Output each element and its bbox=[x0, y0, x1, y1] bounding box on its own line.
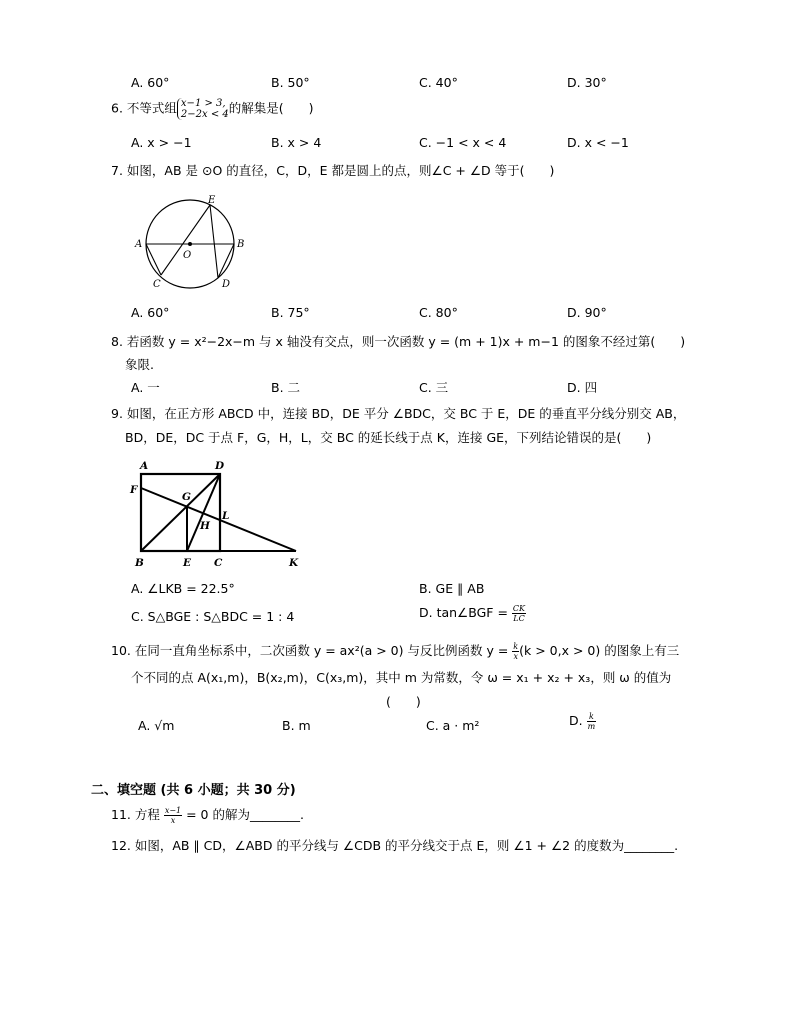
q7-option-b: B. 75° bbox=[271, 305, 310, 320]
q11-denominator: x bbox=[170, 816, 176, 825]
q10-d-denominator: m bbox=[587, 722, 596, 731]
q10-stem-line3: ( ) bbox=[386, 694, 421, 709]
q10-line1-post: (k > 0,x > 0) 的图象上有三 bbox=[519, 643, 680, 658]
q11-stem bbox=[111, 805, 304, 825]
q9-label-h: H bbox=[200, 520, 210, 532]
q6-system bbox=[177, 98, 229, 120]
q9-option-d-fraction bbox=[512, 604, 526, 623]
q10-line1-pre: 10. 在同一直角坐标系中，二次函数 y = ax²(a > 0) 与反比例函数 y = bbox=[111, 643, 513, 658]
q5-option-a: A. 60° bbox=[131, 75, 170, 90]
q10-option-a: A. √m bbox=[138, 718, 175, 733]
q11-fraction bbox=[164, 806, 182, 825]
q6-option-c: C. −1 < x < 4 bbox=[419, 135, 507, 150]
q10-d-numerator: k bbox=[587, 712, 597, 722]
q5-option-d: D. 30° bbox=[567, 75, 607, 90]
q9-label-b: B bbox=[135, 557, 144, 569]
q7-label-c: C bbox=[153, 279, 161, 290]
q11-pre: 11. 方程 bbox=[111, 807, 164, 822]
q9-option-c: C. S△BGE : S△BDC = 1 : 4 bbox=[131, 609, 295, 624]
q9-fraction-denominator: LC bbox=[513, 614, 525, 623]
q10-fraction-denominator: x bbox=[513, 652, 518, 661]
q9-option-d bbox=[419, 604, 526, 623]
q10-option-d-text: D. bbox=[569, 713, 587, 728]
q8-stem-line1: 8. 若函数 y = x²−2x−m 与 x 轴没有交点，则一次函数 y = (m + 1)x + m−1 的图象不经过第( ) bbox=[111, 334, 686, 349]
q9-label-e: E bbox=[183, 557, 192, 569]
q7-circle-figure bbox=[130, 190, 255, 295]
q8-stem-line2: 象限. bbox=[125, 357, 154, 372]
section-title: 二、填空题 (共 6 小题；共 30 分) bbox=[91, 783, 296, 798]
q7-label-o: O bbox=[183, 250, 192, 261]
q7-label-d: D bbox=[222, 279, 231, 290]
q7-label-b: B bbox=[237, 239, 245, 250]
q6-stem bbox=[111, 98, 314, 120]
q6-ineq-1: x−1 > 3, bbox=[180, 98, 226, 109]
q7-label-a: A bbox=[135, 239, 143, 250]
q9-label-k: K bbox=[289, 557, 299, 569]
q10-option-c: C. a · m² bbox=[426, 718, 480, 733]
q8-option-c: C. 三 bbox=[419, 380, 449, 395]
q12-stem: 12. 如图，AB ∥ CD，∠ABD 的平分线与 ∠CDB 的平分线交于点 E，则 ∠1 + ∠2 的度数为________. bbox=[111, 838, 679, 853]
q10-option-d-fraction bbox=[587, 712, 597, 731]
q7-label-e: E bbox=[208, 195, 216, 206]
q5-option-b: B. 50° bbox=[271, 75, 310, 90]
q7-option-c: C. 80° bbox=[419, 305, 458, 320]
q10-stem-line2: 个不同的点 A(x₁,m)，B(x₂,m)，C(x₃,m)，其中 m 为常数，令 ω = x₁ + x₂ + x₃，则 ω 的值为 bbox=[131, 670, 672, 685]
q6-ineq-2: 2−2x < 4 bbox=[180, 109, 229, 120]
q9-label-c: C bbox=[214, 557, 223, 569]
q9-stem-line2: BD，DE，DC 于点 F，G，H，L，交 BC 的延长线于点 K，连接 GE，下列结论错误的是( ) bbox=[125, 430, 652, 445]
q6-option-a: A. x > −1 bbox=[131, 135, 192, 150]
q9-label-f: F bbox=[130, 484, 138, 496]
q8-option-a: A. 一 bbox=[131, 380, 160, 395]
q7-option-d: D. 90° bbox=[567, 305, 607, 320]
q11-post: = 0 的解为________. bbox=[182, 807, 304, 822]
q6-post: 的解集是( ) bbox=[228, 100, 314, 116]
q5-option-c: C. 40° bbox=[419, 75, 458, 90]
q11-numerator: x−1 bbox=[164, 806, 182, 815]
q7-option-a: A. 60° bbox=[131, 305, 170, 320]
q10-fraction-numerator: k bbox=[513, 642, 519, 651]
q10-option-d bbox=[569, 712, 596, 731]
q9-label-a: A bbox=[140, 460, 149, 472]
q8-option-d: D. 四 bbox=[567, 380, 598, 395]
q9-square-figure bbox=[125, 456, 310, 571]
q10-option-b: B. m bbox=[282, 718, 311, 733]
q10-stem-line1 bbox=[111, 641, 679, 661]
q9-fraction-numerator: CK bbox=[512, 604, 526, 613]
q9-label-l: L bbox=[222, 510, 230, 522]
q6-option-d: D. x < −1 bbox=[567, 135, 629, 150]
q6-number: 6. bbox=[111, 100, 127, 116]
q9-label-d: D bbox=[215, 460, 225, 472]
q9-option-d-text: D. tan∠BGF = bbox=[419, 605, 512, 620]
q6-pre: 不等式组 bbox=[126, 100, 177, 116]
q9-option-b: B. GE ∥ AB bbox=[419, 581, 485, 596]
q9-option-a: A. ∠LKB = 22.5° bbox=[131, 581, 235, 596]
q9-label-g: G bbox=[182, 491, 191, 503]
q8-option-b: B. 二 bbox=[271, 380, 301, 395]
q7-stem: 7. 如图，AB 是 ⊙O 的直径，C，D，E 都是圆上的点，则∠C + ∠D 等于( ) bbox=[111, 163, 555, 178]
q6-option-b: B. x > 4 bbox=[271, 135, 322, 150]
q9-stem-line1: 9. 如图，在正方形 ABCD 中，连接 BD，DE 平分 ∠BDC，交 BC 于 E，DE 的垂直平分线分别交 AB， bbox=[111, 406, 686, 421]
